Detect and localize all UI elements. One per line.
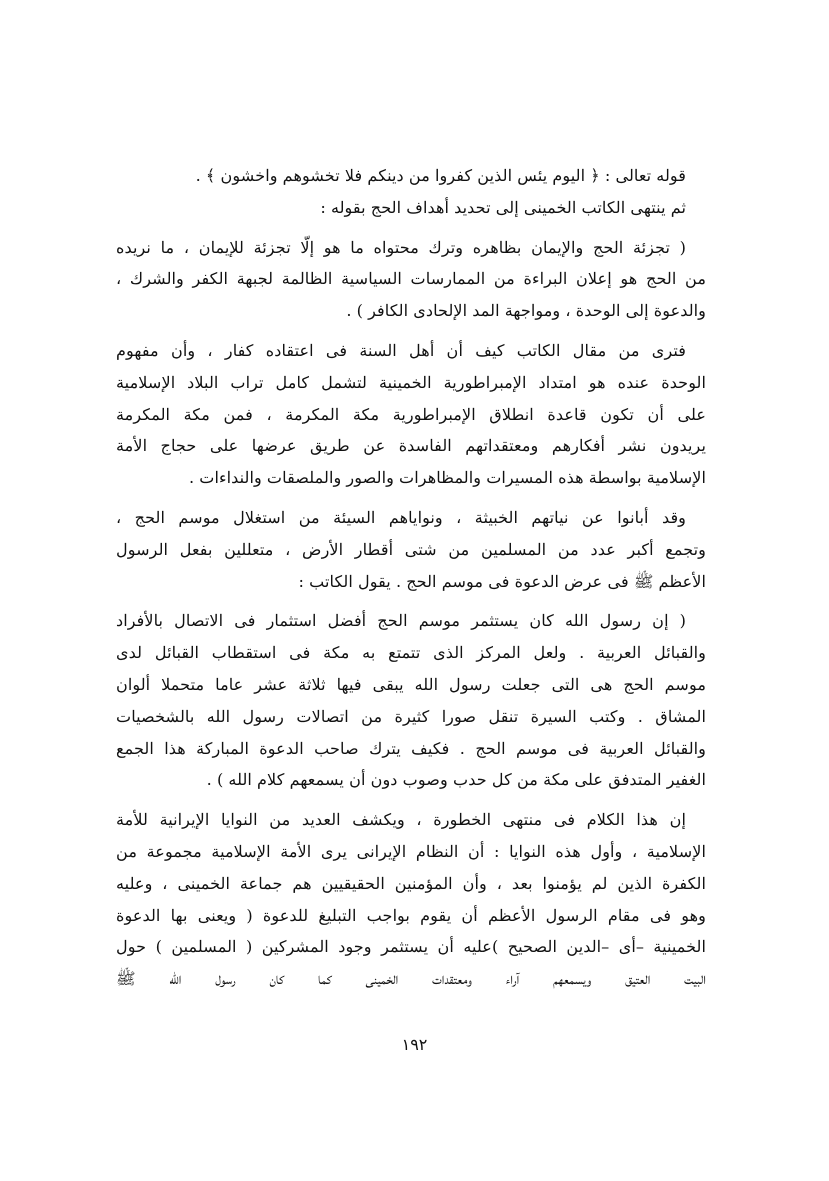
text-line: وتجمع أكبر عدد من المسلمين من شتى أقطار الأرض ، متعللين بفعل الرسول [116,539,706,559]
text-line: المشاق . وكتب السيرة تنقل صورا كثيرة من اتصالات رسول الله بالشخصيات [116,706,706,726]
body-text [116,160,706,995]
text-line: البيت العتيق ويسمعهم آراء ومعتقدات الخمينى كما كان رسول الله ﷺ [116,969,706,989]
paragraph-gap [116,796,706,804]
text-line: الإسلامية بواسطة هذه المسيرات والمظاهرات والصور والملصقات والنداءات . [189,468,706,488]
text-line: موسم الحج هى التى جعلت رسول الله يبقى فيها ثلاثة عشر عاما متحملا ألوان [116,674,706,694]
paragraph-quote-prophet [116,605,706,796]
text-line: الغفير المتدفق على مكة من كل حدب وصوب دون أن يسمعهم كلام الله ) . [206,770,706,790]
text-line: ( تجزئة الحج والإيمان بظاهره وترك محتواه ما هو إلّا تجزئة للإيمان ، ما نريده [116,237,686,257]
text-line: يريدون نشر أفكارهم ومعتقداتهم الفاسدة عن طريق عرضها على حجاج الأمة [116,436,706,456]
text-line: قوله تعالى : ﴿ اليوم يئس الذين كفروا من دينكم فلا تخشوهم واخشون ﴾ . [195,166,686,185]
paragraph-danger [116,804,706,995]
text-line: الإسلامية ، وأول هذه النوايا : أن النظام الإيرانى يرى الأمة الإسلامية مجموعة من [116,841,706,861]
paragraph-intentions [116,502,706,597]
paragraph-gap [116,327,706,335]
text-line: على أن تكون قاعدة انطلاق الإمبراطورية مكة المكرمة ، فمن مكة المكرمة [116,404,706,424]
page-number: ١٩٢ [401,1035,428,1054]
paragraph-quote-goals [116,232,706,327]
text-line: الأعظم ﷺ فى عرض الدعوة فى موسم الحج . يقول الكاتب : [298,571,706,591]
text-line: من الحج هو إعلان البراءة من الممارسات السياسية الظالمة لجبهة الكفر والشرك ، [116,269,706,289]
text-line: والقبائل العربية . ولعل المركز الذى تتمتع به مكة فى استقطاب القبائل لدى [116,643,706,663]
text-line: وهو فى مقام الرسول الأعظم أن يقوم بواجب التبليغ للدعوة ( ويعنى بها الدعوة [116,905,706,925]
text-line: والدعوة إلى الوحدة ، ومواجهة المد الإلحادى الكافر ) . [346,301,706,321]
text-line: فترى من مقال الكاتب كيف أن أهل السنة فى اعتقاده كفار ، وأن مفهوم [116,340,686,360]
paragraph-unity-concept [116,335,706,494]
text-line: إن هذا الكلام فى منتهى الخطورة ، ويكشف العديد من النوايا الإيرانية للأمة [116,810,686,830]
paragraph-gap [116,224,706,232]
paragraph-intro-goals [116,192,706,224]
text-line: ثم ينتهى الكاتب الخمينى إلى تحديد أهداف الحج بقوله : [320,197,686,217]
paragraph-gap [116,597,706,605]
text-line: الكفرة الذين لم يؤمنوا بعد ، وأن المؤمنين الحقيقيين هم جماعة الخمينى ، وعليه [116,873,706,893]
paragraph-quran-verse [116,160,706,192]
paragraph-gap [116,494,706,502]
text-line: ( إن رسول الله كان يستثمر موسم الحج أفضل استثمار فى الاتصال بالأفراد [116,611,686,631]
text-line: الوحدة عنده هو امتداد الإمبراطورية الخمينية لتشمل كامل تراب البلاد الإسلامية [116,372,706,392]
text-line: الخمينية –أى –الدين الصحيح )عليه أن يستثمر وجود المشركين ( المسلمين ) حول [116,937,706,957]
text-line: والقبائل العربية فى موسم الحج . فكيف يترك صاحب الدعوة المباركة هذا الجمع [116,738,706,758]
text-line: وقد أبانوا عن نياتهم الخبيثة ، ونواياهم السيئة من استغلال موسم الحج ، [116,507,686,527]
